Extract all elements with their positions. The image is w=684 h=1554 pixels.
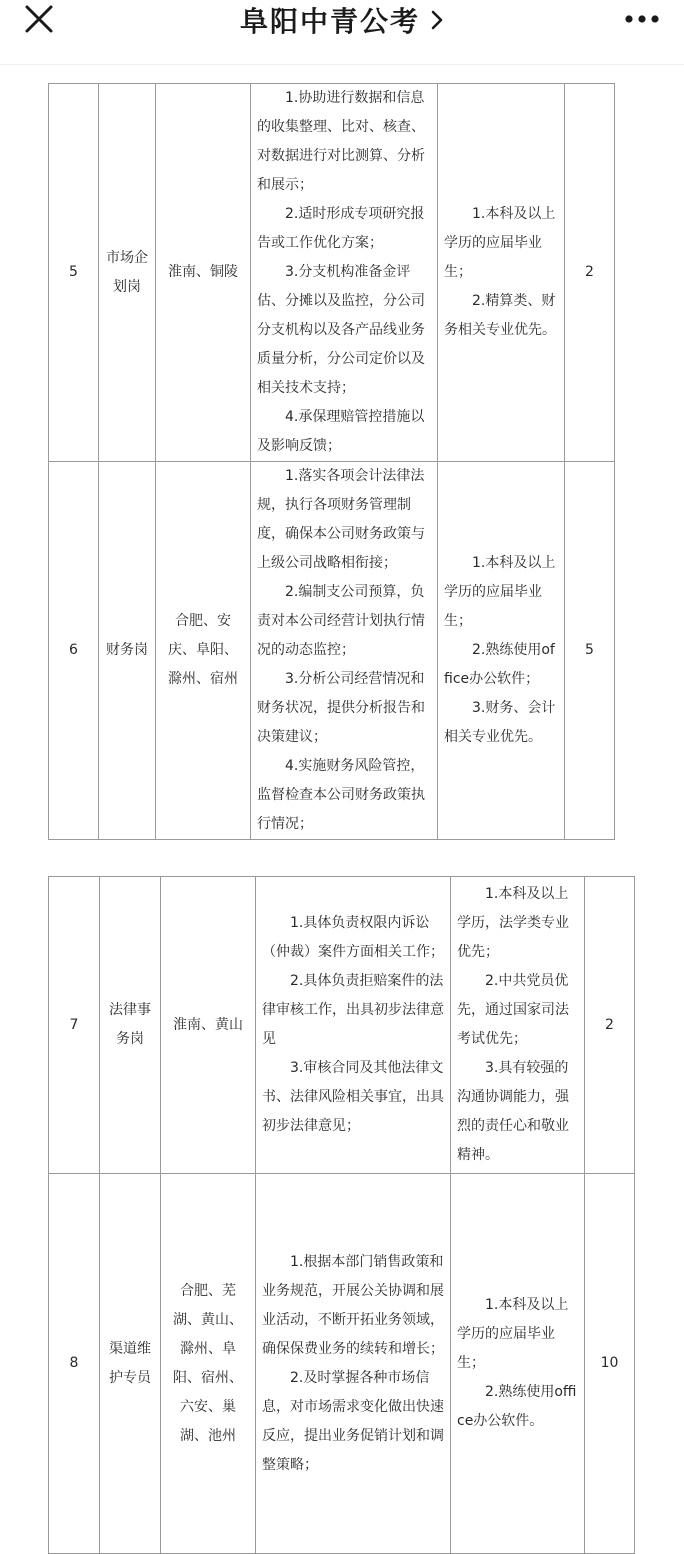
job-headcount: 5 (565, 462, 615, 840)
job-location: 淮南、铜陵 (156, 84, 251, 462)
requirement-item: 3.具有较强的沟通协调能力，强烈的责任心和敬业精神。 (457, 1060, 569, 1163)
duty-item: 2.及时掌握各种市场信息，对市场需求变化做出快速反应，提出业务促销计划和调整策略； (262, 1369, 444, 1473)
page-title: 阜阳中青公考 (239, 5, 420, 38)
duty-item: 3.审核合同及其他法律文书、法律风险相关事宜，出具初步法律意见； (262, 1060, 444, 1134)
job-duties (256, 1174, 451, 1554)
requirement-item: 1.本科及以上学历的应届毕业生； (444, 206, 556, 280)
table-row (49, 84, 615, 462)
requirement-item: 1.本科及以上学历的应届毕业生； (457, 1297, 569, 1371)
job-position: 法律事务岗 (100, 877, 161, 1174)
requirement-item: 2.熟练使用office办公软件。 (457, 1384, 577, 1429)
duty-item: 1.协助进行数据和信息的收集整理、比对、核查、对数据进行对比测算、分析和展示； (257, 90, 425, 193)
job-headcount: 2 (565, 84, 615, 462)
job-number: 6 (49, 462, 99, 840)
title-area[interactable] (0, 0, 684, 40)
requirement-item: 1.本科及以上学历，法学类专业优先； (457, 886, 569, 960)
job-duties (251, 84, 438, 462)
job-requirements (438, 462, 565, 840)
job-location: 合肥、安庆、阜阳、滁州、宿州 (156, 462, 251, 840)
job-duties (256, 877, 451, 1174)
duty-item: 3.分支机构准备金评估、分摊以及监控，分公司分支机构以及各产品线业务质量分析，分公司定价以及相关技术支持； (257, 264, 425, 396)
job-headcount: 10 (585, 1174, 635, 1554)
job-location: 合肥、芜湖、黄山、滁州、阜阳、宿州、六安、巢湖、池州 (161, 1174, 256, 1554)
duty-item: 2.编制支公司预算，负责对本公司经营计划执行情况的动态监控； (257, 584, 425, 658)
job-position: 财务岗 (99, 462, 156, 840)
job-requirements (451, 877, 585, 1174)
job-table-b (48, 876, 635, 1554)
job-duties (251, 462, 438, 840)
duty-item: 1.具体负责权限内诉讼（仲裁）案件方面相关工作； (262, 915, 444, 960)
requirement-item: 1.本科及以上学历的应届毕业生； (444, 555, 556, 629)
duty-item: 2.适时形成专项研究报告或工作优化方案； (257, 206, 425, 251)
chevron-right-icon (430, 9, 444, 31)
top-bar (0, 0, 684, 65)
requirement-item: 2.中共党员优先，通过国家司法考试优先； (457, 973, 569, 1047)
job-position: 渠道维护专员 (100, 1174, 161, 1554)
more-horizontal-icon (622, 4, 662, 34)
more-button[interactable] (622, 4, 662, 34)
requirement-item: 2.熟练使用office办公软件； (444, 642, 555, 687)
job-requirements (451, 1174, 585, 1554)
duty-item: 1.落实各项会计法律法规，执行各项财务管理制度，确保本公司财务政策与上级公司战略相衔接； (257, 468, 425, 571)
duty-item: 2.具体负责拒赔案件的法律审核工作，出具初步法律意见 (262, 973, 444, 1047)
requirement-item: 3.财务、会计相关专业优先。 (444, 700, 556, 745)
job-number: 7 (49, 877, 100, 1174)
table-row (49, 462, 615, 840)
duty-item: 3.分析公司经营情况和财务状况，提供分析报告和决策建议； (257, 671, 425, 745)
table-row (49, 1174, 635, 1554)
job-requirements (438, 84, 565, 462)
duty-item: 4.承保理赔管控措施以及影响反馈； (257, 409, 425, 454)
job-headcount: 2 (585, 877, 635, 1174)
job-location: 淮南、黄山 (161, 877, 256, 1174)
job-table-a (48, 83, 615, 840)
job-position: 市场企划岗 (99, 84, 156, 462)
duty-item: 1.根据本部门销售政策和业务规范，开展公关协调和展业活动，不断开拓业务领域，确保保费业务的续转和增长； (262, 1253, 444, 1357)
table-row (49, 877, 635, 1174)
job-number: 5 (49, 84, 99, 462)
job-number: 8 (49, 1174, 100, 1554)
duty-item: 4.实施财务风险管控，监督检查本公司财务政策执行情况； (257, 758, 425, 832)
requirement-item: 2.精算类、财务相关专业优先。 (444, 293, 556, 338)
